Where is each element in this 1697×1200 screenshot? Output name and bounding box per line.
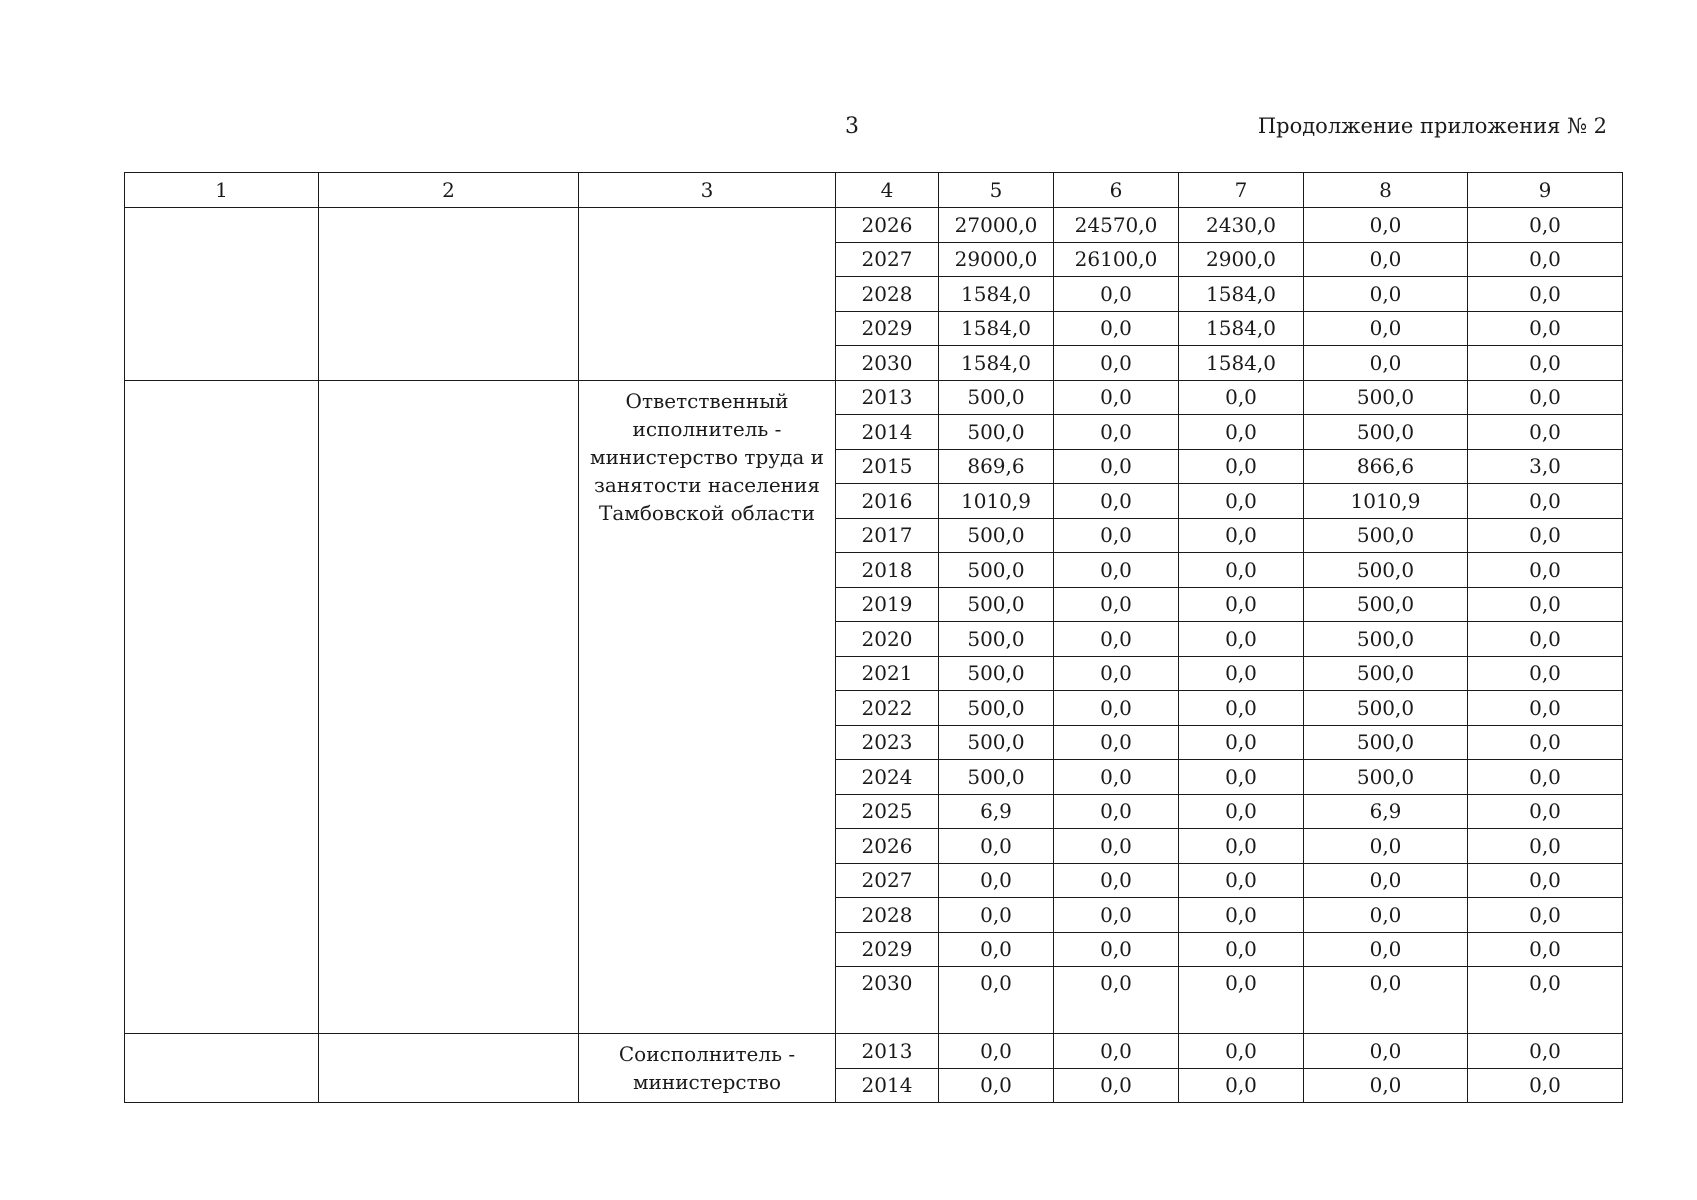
regional-budget-cell: 0,0 — [1179, 622, 1304, 657]
extrabudgetary-cell: 0,0 — [1468, 587, 1623, 622]
total-cell: 1584,0 — [939, 311, 1054, 346]
local-budget-cell: 0,0 — [1304, 242, 1468, 277]
federal-budget-cell: 0,0 — [1054, 380, 1179, 415]
total-cell: 500,0 — [939, 415, 1054, 450]
federal-budget-cell: 0,0 — [1054, 1068, 1179, 1103]
local-budget-cell: 0,0 — [1304, 1068, 1468, 1103]
year-cell: 2015 — [836, 449, 939, 484]
regional-budget-cell: 2900,0 — [1179, 242, 1304, 277]
executor-cell: Ответственный исполнитель - министерство труда и занятости населения Тамбовской области — [579, 380, 836, 1034]
extrabudgetary-cell: 0,0 — [1468, 415, 1623, 450]
year-cell: 2028 — [836, 898, 939, 933]
extrabudgetary-cell: 0,0 — [1468, 863, 1623, 898]
executor-cell — [579, 208, 836, 381]
total-cell: 500,0 — [939, 622, 1054, 657]
local-budget-cell: 500,0 — [1304, 380, 1468, 415]
federal-budget-cell: 0,0 — [1054, 794, 1179, 829]
federal-budget-cell: 0,0 — [1054, 725, 1179, 760]
year-cell: 2023 — [836, 725, 939, 760]
column-number: 2 — [319, 173, 579, 208]
empty-number-cell — [125, 1034, 319, 1103]
year-cell: 2027 — [836, 863, 939, 898]
year-cell: 2028 — [836, 277, 939, 312]
extrabudgetary-cell: 0,0 — [1468, 898, 1623, 933]
year-cell: 2014 — [836, 1068, 939, 1103]
year-cell: 2013 — [836, 380, 939, 415]
federal-budget-cell: 0,0 — [1054, 449, 1179, 484]
regional-budget-cell: 0,0 — [1179, 1068, 1304, 1103]
empty-number-cell — [125, 208, 319, 381]
year-cell: 2019 — [836, 587, 939, 622]
regional-budget-cell: 0,0 — [1179, 829, 1304, 864]
total-cell: 0,0 — [939, 1034, 1054, 1069]
local-budget-cell: 0,0 — [1304, 1034, 1468, 1069]
total-cell: 0,0 — [939, 967, 1054, 1034]
extrabudgetary-cell: 0,0 — [1468, 380, 1623, 415]
federal-budget-cell: 0,0 — [1054, 1034, 1179, 1069]
total-cell: 869,6 — [939, 449, 1054, 484]
column-number: 5 — [939, 173, 1054, 208]
table-row — [125, 208, 1623, 243]
year-cell: 2029 — [836, 932, 939, 967]
regional-budget-cell: 0,0 — [1179, 1034, 1304, 1069]
total-cell: 0,0 — [939, 829, 1054, 864]
total-cell: 1584,0 — [939, 277, 1054, 312]
total-cell: 0,0 — [939, 863, 1054, 898]
regional-budget-cell: 0,0 — [1179, 449, 1304, 484]
column-number: 7 — [1179, 173, 1304, 208]
extrabudgetary-cell: 0,0 — [1468, 242, 1623, 277]
local-budget-cell: 0,0 — [1304, 967, 1468, 1034]
year-cell: 2026 — [836, 829, 939, 864]
local-budget-cell: 6,9 — [1304, 794, 1468, 829]
federal-budget-cell: 0,0 — [1054, 553, 1179, 588]
extrabudgetary-cell: 0,0 — [1468, 277, 1623, 312]
year-cell: 2022 — [836, 691, 939, 726]
extrabudgetary-cell: 0,0 — [1468, 794, 1623, 829]
federal-budget-cell: 0,0 — [1054, 656, 1179, 691]
federal-budget-cell: 0,0 — [1054, 484, 1179, 519]
total-cell: 500,0 — [939, 587, 1054, 622]
year-cell: 2018 — [836, 553, 939, 588]
page-number: 3 — [845, 114, 859, 139]
extrabudgetary-cell: 0,0 — [1468, 1034, 1623, 1069]
federal-budget-cell: 0,0 — [1054, 277, 1179, 312]
extrabudgetary-cell: 0,0 — [1468, 208, 1623, 243]
extrabudgetary-cell: 0,0 — [1468, 622, 1623, 657]
extrabudgetary-cell: 3,0 — [1468, 449, 1623, 484]
local-budget-cell: 500,0 — [1304, 622, 1468, 657]
empty-number-cell — [125, 380, 319, 1034]
local-budget-cell: 500,0 — [1304, 725, 1468, 760]
table-row — [125, 1034, 1623, 1069]
extrabudgetary-cell: 0,0 — [1468, 932, 1623, 967]
empty-program-cell — [319, 1034, 579, 1103]
local-budget-cell: 500,0 — [1304, 518, 1468, 553]
regional-budget-cell: 0,0 — [1179, 760, 1304, 795]
column-number: 3 — [579, 173, 836, 208]
local-budget-cell: 1010,9 — [1304, 484, 1468, 519]
federal-budget-cell: 0,0 — [1054, 967, 1179, 1034]
total-cell: 0,0 — [939, 932, 1054, 967]
column-number-row — [125, 173, 1623, 208]
total-cell: 1010,9 — [939, 484, 1054, 519]
extrabudgetary-cell: 0,0 — [1468, 725, 1623, 760]
executor-cell: Соисполнитель - министерство — [579, 1034, 836, 1103]
regional-budget-cell: 2430,0 — [1179, 208, 1304, 243]
total-cell: 500,0 — [939, 518, 1054, 553]
federal-budget-cell: 0,0 — [1054, 863, 1179, 898]
regional-budget-cell: 0,0 — [1179, 587, 1304, 622]
regional-budget-cell: 0,0 — [1179, 725, 1304, 760]
total-cell: 1584,0 — [939, 346, 1054, 381]
regional-budget-cell: 0,0 — [1179, 553, 1304, 588]
table-body — [125, 173, 1623, 1103]
regional-budget-cell: 0,0 — [1179, 794, 1304, 829]
regional-budget-cell: 1584,0 — [1179, 346, 1304, 381]
year-cell: 2025 — [836, 794, 939, 829]
extrabudgetary-cell: 0,0 — [1468, 1068, 1623, 1103]
extrabudgetary-cell: 0,0 — [1468, 691, 1623, 726]
empty-program-cell — [319, 380, 579, 1034]
year-cell: 2017 — [836, 518, 939, 553]
federal-budget-cell: 26100,0 — [1054, 242, 1179, 277]
federal-budget-cell: 0,0 — [1054, 829, 1179, 864]
year-cell: 2016 — [836, 484, 939, 519]
budget-table — [124, 172, 1623, 1103]
federal-budget-cell: 0,0 — [1054, 346, 1179, 381]
total-cell: 500,0 — [939, 553, 1054, 588]
local-budget-cell: 0,0 — [1304, 829, 1468, 864]
local-budget-cell: 0,0 — [1304, 932, 1468, 967]
regional-budget-cell: 0,0 — [1179, 656, 1304, 691]
local-budget-cell: 500,0 — [1304, 691, 1468, 726]
total-cell: 500,0 — [939, 691, 1054, 726]
federal-budget-cell: 0,0 — [1054, 622, 1179, 657]
regional-budget-cell: 0,0 — [1179, 518, 1304, 553]
local-budget-cell: 0,0 — [1304, 311, 1468, 346]
extrabudgetary-cell: 0,0 — [1468, 553, 1623, 588]
extrabudgetary-cell: 0,0 — [1468, 656, 1623, 691]
local-budget-cell: 0,0 — [1304, 277, 1468, 312]
regional-budget-cell: 0,0 — [1179, 967, 1304, 1034]
total-cell: 0,0 — [939, 1068, 1054, 1103]
appendix-note: Продолжение приложения № 2 — [1257, 114, 1607, 138]
year-cell: 2013 — [836, 1034, 939, 1069]
extrabudgetary-cell: 0,0 — [1468, 484, 1623, 519]
year-cell: 2029 — [836, 311, 939, 346]
local-budget-cell: 500,0 — [1304, 760, 1468, 795]
extrabudgetary-cell: 0,0 — [1468, 346, 1623, 381]
column-number: 9 — [1468, 173, 1623, 208]
federal-budget-cell: 0,0 — [1054, 898, 1179, 933]
empty-program-cell — [319, 208, 579, 381]
column-number: 4 — [836, 173, 939, 208]
total-cell: 500,0 — [939, 380, 1054, 415]
regional-budget-cell: 0,0 — [1179, 898, 1304, 933]
local-budget-cell: 0,0 — [1304, 346, 1468, 381]
federal-budget-cell: 0,0 — [1054, 415, 1179, 450]
year-cell: 2020 — [836, 622, 939, 657]
federal-budget-cell: 0,0 — [1054, 691, 1179, 726]
year-cell: 2021 — [836, 656, 939, 691]
regional-budget-cell: 0,0 — [1179, 932, 1304, 967]
column-number: 1 — [125, 173, 319, 208]
extrabudgetary-cell: 0,0 — [1468, 311, 1623, 346]
total-cell: 500,0 — [939, 760, 1054, 795]
local-budget-cell: 500,0 — [1304, 415, 1468, 450]
column-number: 8 — [1304, 173, 1468, 208]
local-budget-cell: 866,6 — [1304, 449, 1468, 484]
regional-budget-cell: 0,0 — [1179, 863, 1304, 898]
year-cell: 2030 — [836, 967, 939, 1034]
federal-budget-cell: 0,0 — [1054, 518, 1179, 553]
local-budget-cell: 0,0 — [1304, 898, 1468, 933]
total-cell: 6,9 — [939, 794, 1054, 829]
table-row — [125, 380, 1623, 415]
extrabudgetary-cell: 0,0 — [1468, 829, 1623, 864]
total-cell: 29000,0 — [939, 242, 1054, 277]
column-number: 6 — [1054, 173, 1179, 208]
federal-budget-cell: 0,0 — [1054, 587, 1179, 622]
local-budget-cell: 0,0 — [1304, 863, 1468, 898]
year-cell: 2030 — [836, 346, 939, 381]
federal-budget-cell: 0,0 — [1054, 311, 1179, 346]
local-budget-cell: 500,0 — [1304, 587, 1468, 622]
federal-budget-cell: 24570,0 — [1054, 208, 1179, 243]
local-budget-cell: 500,0 — [1304, 553, 1468, 588]
year-cell: 2024 — [836, 760, 939, 795]
extrabudgetary-cell: 0,0 — [1468, 518, 1623, 553]
local-budget-cell: 0,0 — [1304, 208, 1468, 243]
local-budget-cell: 500,0 — [1304, 656, 1468, 691]
regional-budget-cell: 0,0 — [1179, 691, 1304, 726]
total-cell: 500,0 — [939, 725, 1054, 760]
federal-budget-cell: 0,0 — [1054, 760, 1179, 795]
year-cell: 2014 — [836, 415, 939, 450]
extrabudgetary-cell: 0,0 — [1468, 967, 1623, 1034]
total-cell: 0,0 — [939, 898, 1054, 933]
regional-budget-cell: 0,0 — [1179, 380, 1304, 415]
year-cell: 2027 — [836, 242, 939, 277]
regional-budget-cell: 1584,0 — [1179, 311, 1304, 346]
total-cell: 27000,0 — [939, 208, 1054, 243]
regional-budget-cell: 0,0 — [1179, 415, 1304, 450]
federal-budget-cell: 0,0 — [1054, 932, 1179, 967]
extrabudgetary-cell: 0,0 — [1468, 760, 1623, 795]
total-cell: 500,0 — [939, 656, 1054, 691]
regional-budget-cell: 0,0 — [1179, 484, 1304, 519]
year-cell: 2026 — [836, 208, 939, 243]
regional-budget-cell: 1584,0 — [1179, 277, 1304, 312]
